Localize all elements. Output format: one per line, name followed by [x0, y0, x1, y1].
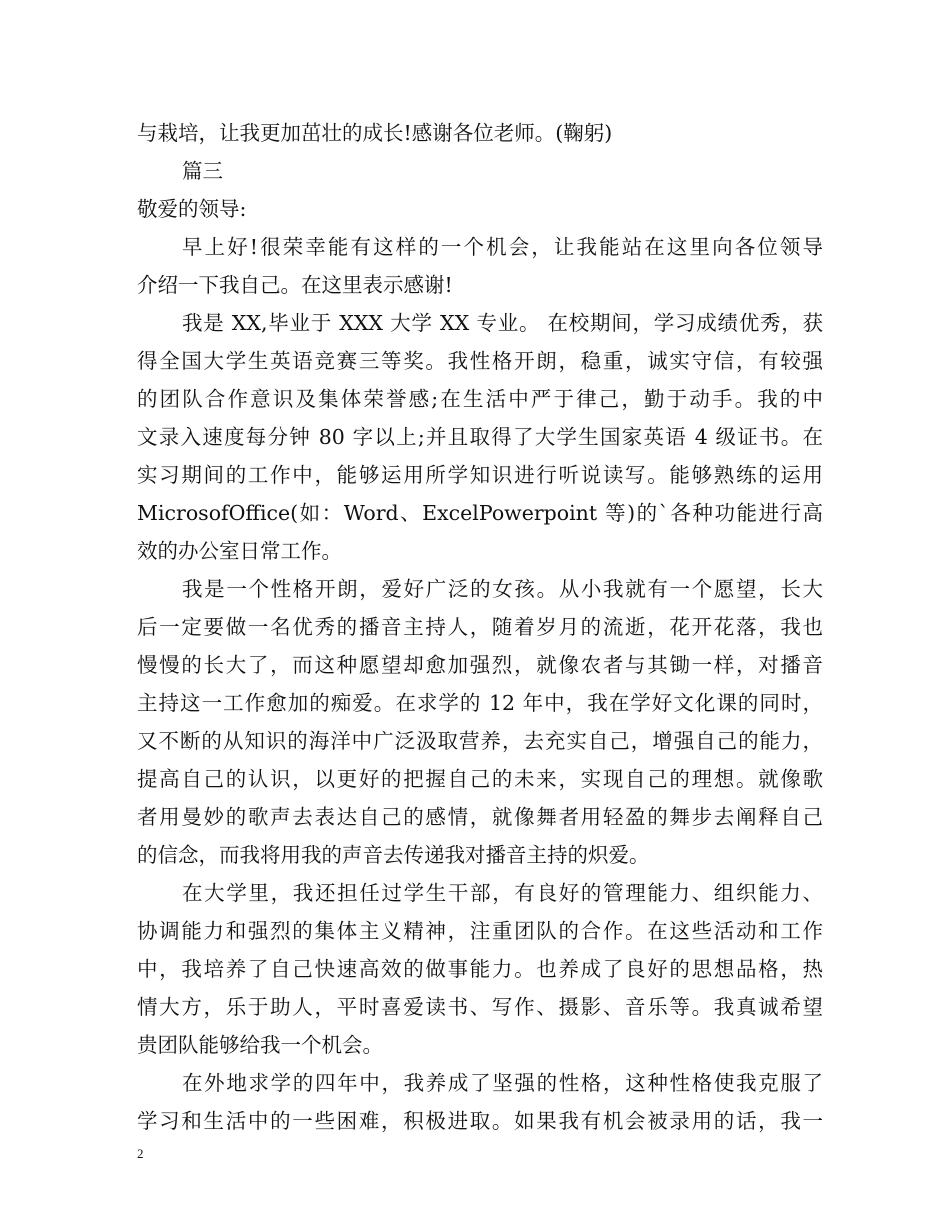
text-line: 协调能力和强烈的集体主义精神，注重团队的合作。在这些活动和工作 [137, 919, 823, 943]
body-text [137, 114, 823, 1140]
text-line: 主持这一工作愈加的痴爱。在求学的 12 年中，我在学好文化课的同时， [137, 691, 823, 715]
text-line: 效的办公室日常工作。 [137, 539, 342, 563]
text-line: 介绍一下我自己。在这里表示感谢! [137, 273, 453, 297]
text-line: 得全国大学生英语竞赛三等奖。我性格开朗，稳重，诚实守信，有较强 [137, 349, 823, 373]
text-line: 的信念，而我将用我的声音去传递我对播音主持的炽爱。 [137, 843, 650, 867]
text-line: 学习和生活中的一些困难，积极进取。如果我有机会被录用的话，我一 [137, 1109, 823, 1133]
text-line: 在外地求学的四年中，我养成了坚强的性格，这种性格使我克服了 [182, 1071, 823, 1095]
salutation: 敬爱的领导: [137, 197, 247, 221]
text-line: 我是一个性格开朗，爱好广泛的女孩。从小我就有一个愿望，长大 [182, 577, 823, 601]
text-line: 者用曼妙的歌声去表达自己的感情，就像舞者用轻盈的舞步去阐释自己 [137, 805, 823, 829]
text-line: 情大方，乐于助人，平时喜爱读书、写作、摄影、音乐等。我真诚希望 [137, 995, 823, 1019]
text-line: 提高自己的认识，以更好的把握自己的未来，实现自己的理想。就像歌 [137, 767, 823, 791]
text-line: 中，我培养了自己快速高效的做事能力。也养成了良好的思想品格，热 [137, 957, 823, 981]
text-line: 又不断的从知识的海洋中广泛汲取营养，去充实自己，增强自己的能力， [137, 729, 823, 753]
text-line: 我是 XX,毕业于 XXX 大学 XX 专业。 在校期间，学习成绩优秀，获 [182, 311, 823, 335]
text-line: 后一定要做一名优秀的播音主持人，随着岁月的流逝，花开花落，我也 [137, 615, 823, 639]
text-line: MicrosofOffice(如：Word、ExcelPowerpoint 等)的`各种功能进行高 [137, 501, 823, 525]
text-line: 慢慢的长大了，而这种愿望却愈加强烈，就像农者与其锄一样，对播音 [137, 653, 823, 677]
text-line: 实习期间的工作中，能够运用所学知识进行听说读写。能够熟练的运用 [137, 463, 823, 487]
text-line: 文录入速度每分钟 80 字以上;并且取得了大学生国家英语 4 级证书。在 [137, 425, 823, 449]
text-line: 早上好!很荣幸能有这样的一个机会，让我能站在这里向各位领导 [182, 235, 823, 259]
text-line: 的团队合作意识及集体荣誉感;在生活中严于律己，勤于动手。我的中 [137, 387, 823, 411]
page-number: 2 [137, 1146, 144, 1161]
section-heading: 篇三 [182, 159, 223, 183]
text-line: 与栽培，让我更加茁壮的成长!感谢各位老师。(鞠躬) [137, 121, 613, 145]
text-line: 在大学里，我还担任过学生干部，有良好的管理能力、组织能力、 [182, 881, 823, 905]
text-line: 贵团队能够给我一个机会。 [137, 1033, 383, 1057]
